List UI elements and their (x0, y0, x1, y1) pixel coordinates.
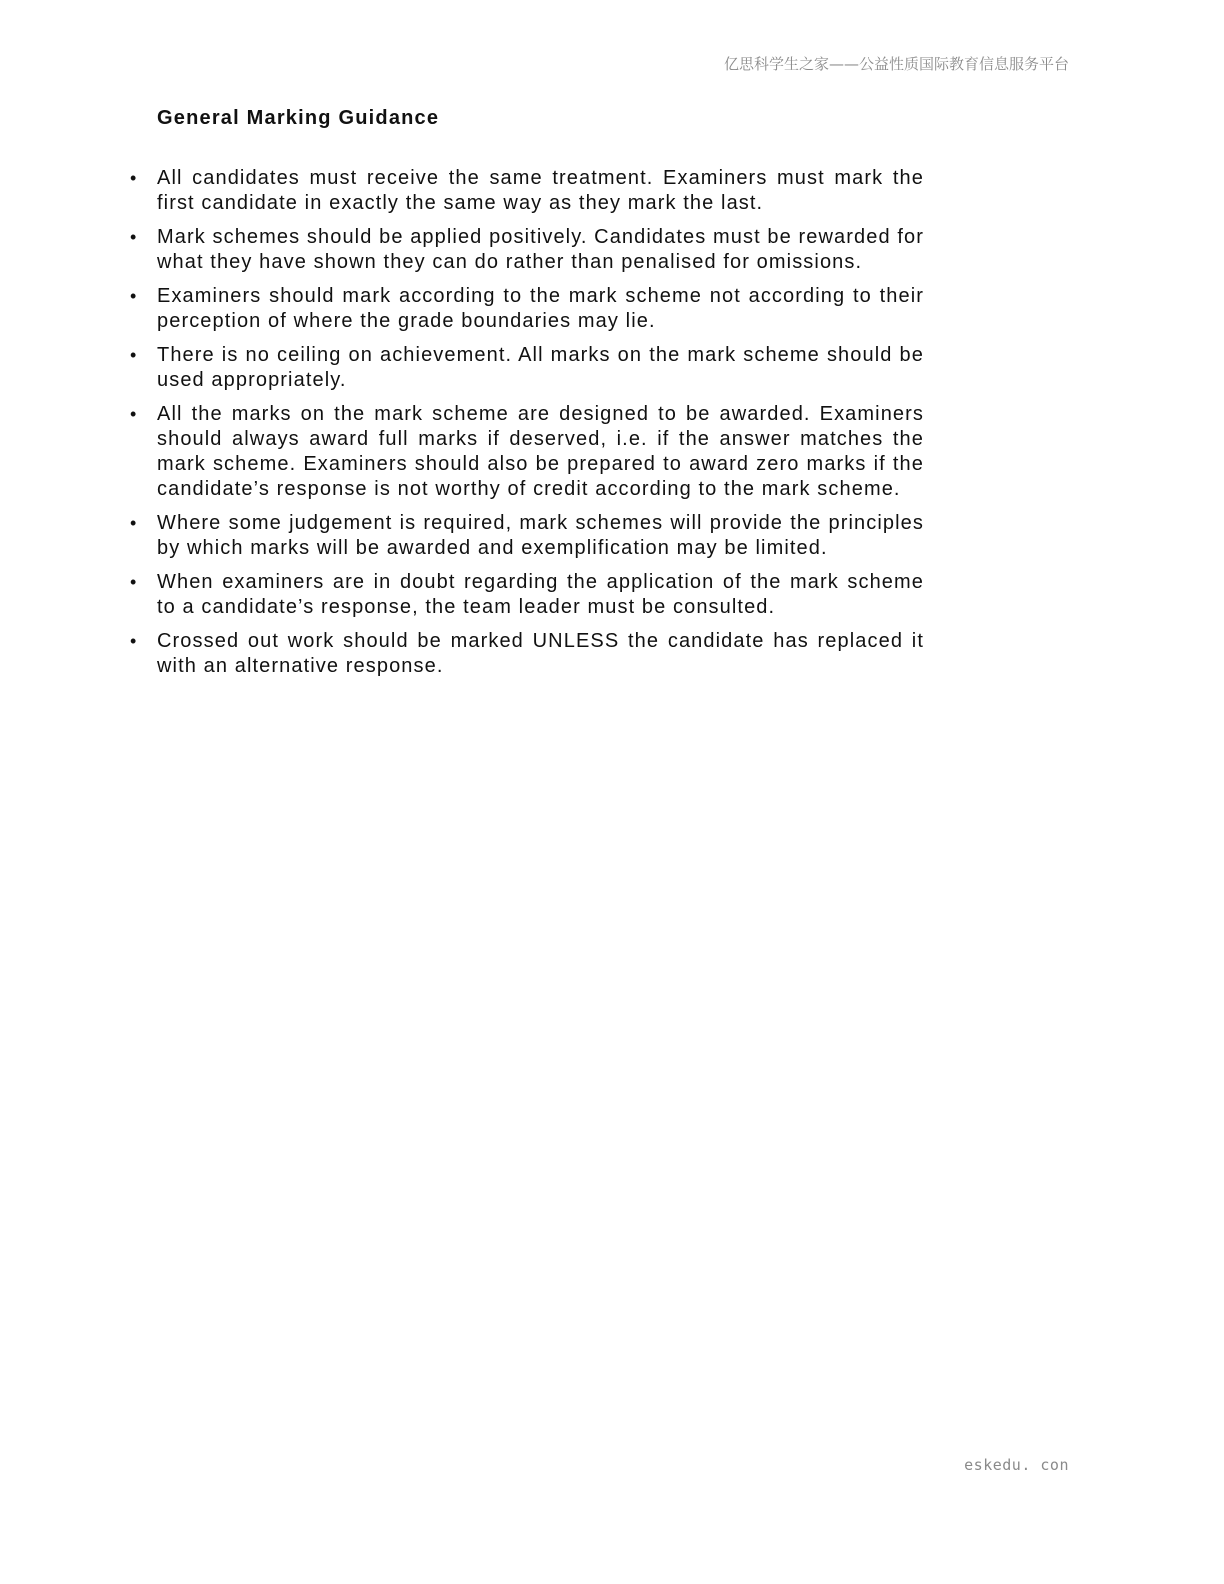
list-item-text: All the marks on the mark scheme are designed to be awarded. Examiners should always award full marks if deserved, i.e. if the answer matches the mark scheme. Examiners should also be prepared to award zero marks if the candidate’s response is not worthy of credit according to the mark scheme. (157, 403, 924, 500)
list-item (130, 402, 924, 502)
list-item (130, 570, 924, 620)
bullet-icon: • (130, 513, 138, 533)
bullet-icon: • (130, 227, 138, 247)
guidance-list (130, 166, 924, 688)
list-item-text: Examiners should mark according to the mark scheme not according to their perception of where the grade boundaries may lie. (157, 285, 924, 332)
bullet-icon: • (130, 572, 138, 592)
list-item (130, 511, 924, 561)
list-item (130, 343, 924, 393)
list-item-text: When examiners are in doubt regarding the application of the mark scheme to a candidate’s response, the team leader must be consulted. (157, 571, 924, 618)
bullet-icon: • (130, 345, 138, 365)
list-item (130, 225, 924, 275)
list-item-text: All candidates must receive the same treatment. Examiners must mark the first candidate in exactly the same way as they mark the last. (157, 167, 924, 214)
list-item (130, 284, 924, 334)
bullet-icon: • (130, 286, 138, 306)
page-title: General Marking Guidance (157, 107, 440, 129)
footer-site-text: eskedu. con (964, 1456, 1069, 1474)
bullet-icon: • (130, 404, 138, 424)
list-item (130, 629, 924, 679)
list-item-text: Where some judgement is required, mark schemes will provide the principles by which marks will be awarded and exemplification may be limited. (157, 512, 924, 559)
bullet-icon: • (130, 631, 138, 651)
list-item-text: There is no ceiling on achievement. All marks on the mark scheme should be used appropriately. (157, 344, 924, 391)
list-item-text: Mark schemes should be applied positively. Candidates must be rewarded for what they have shown they can do rather than penalised for omissions. (157, 226, 924, 273)
list-item (130, 166, 924, 216)
header-watermark: 亿思科学生之家——公益性质国际教育信息服务平台 (723, 55, 1069, 73)
list-item-text: Crossed out work should be marked UNLESS the candidate has replaced it with an alternative response. (157, 630, 924, 677)
bullet-icon: • (130, 168, 138, 188)
